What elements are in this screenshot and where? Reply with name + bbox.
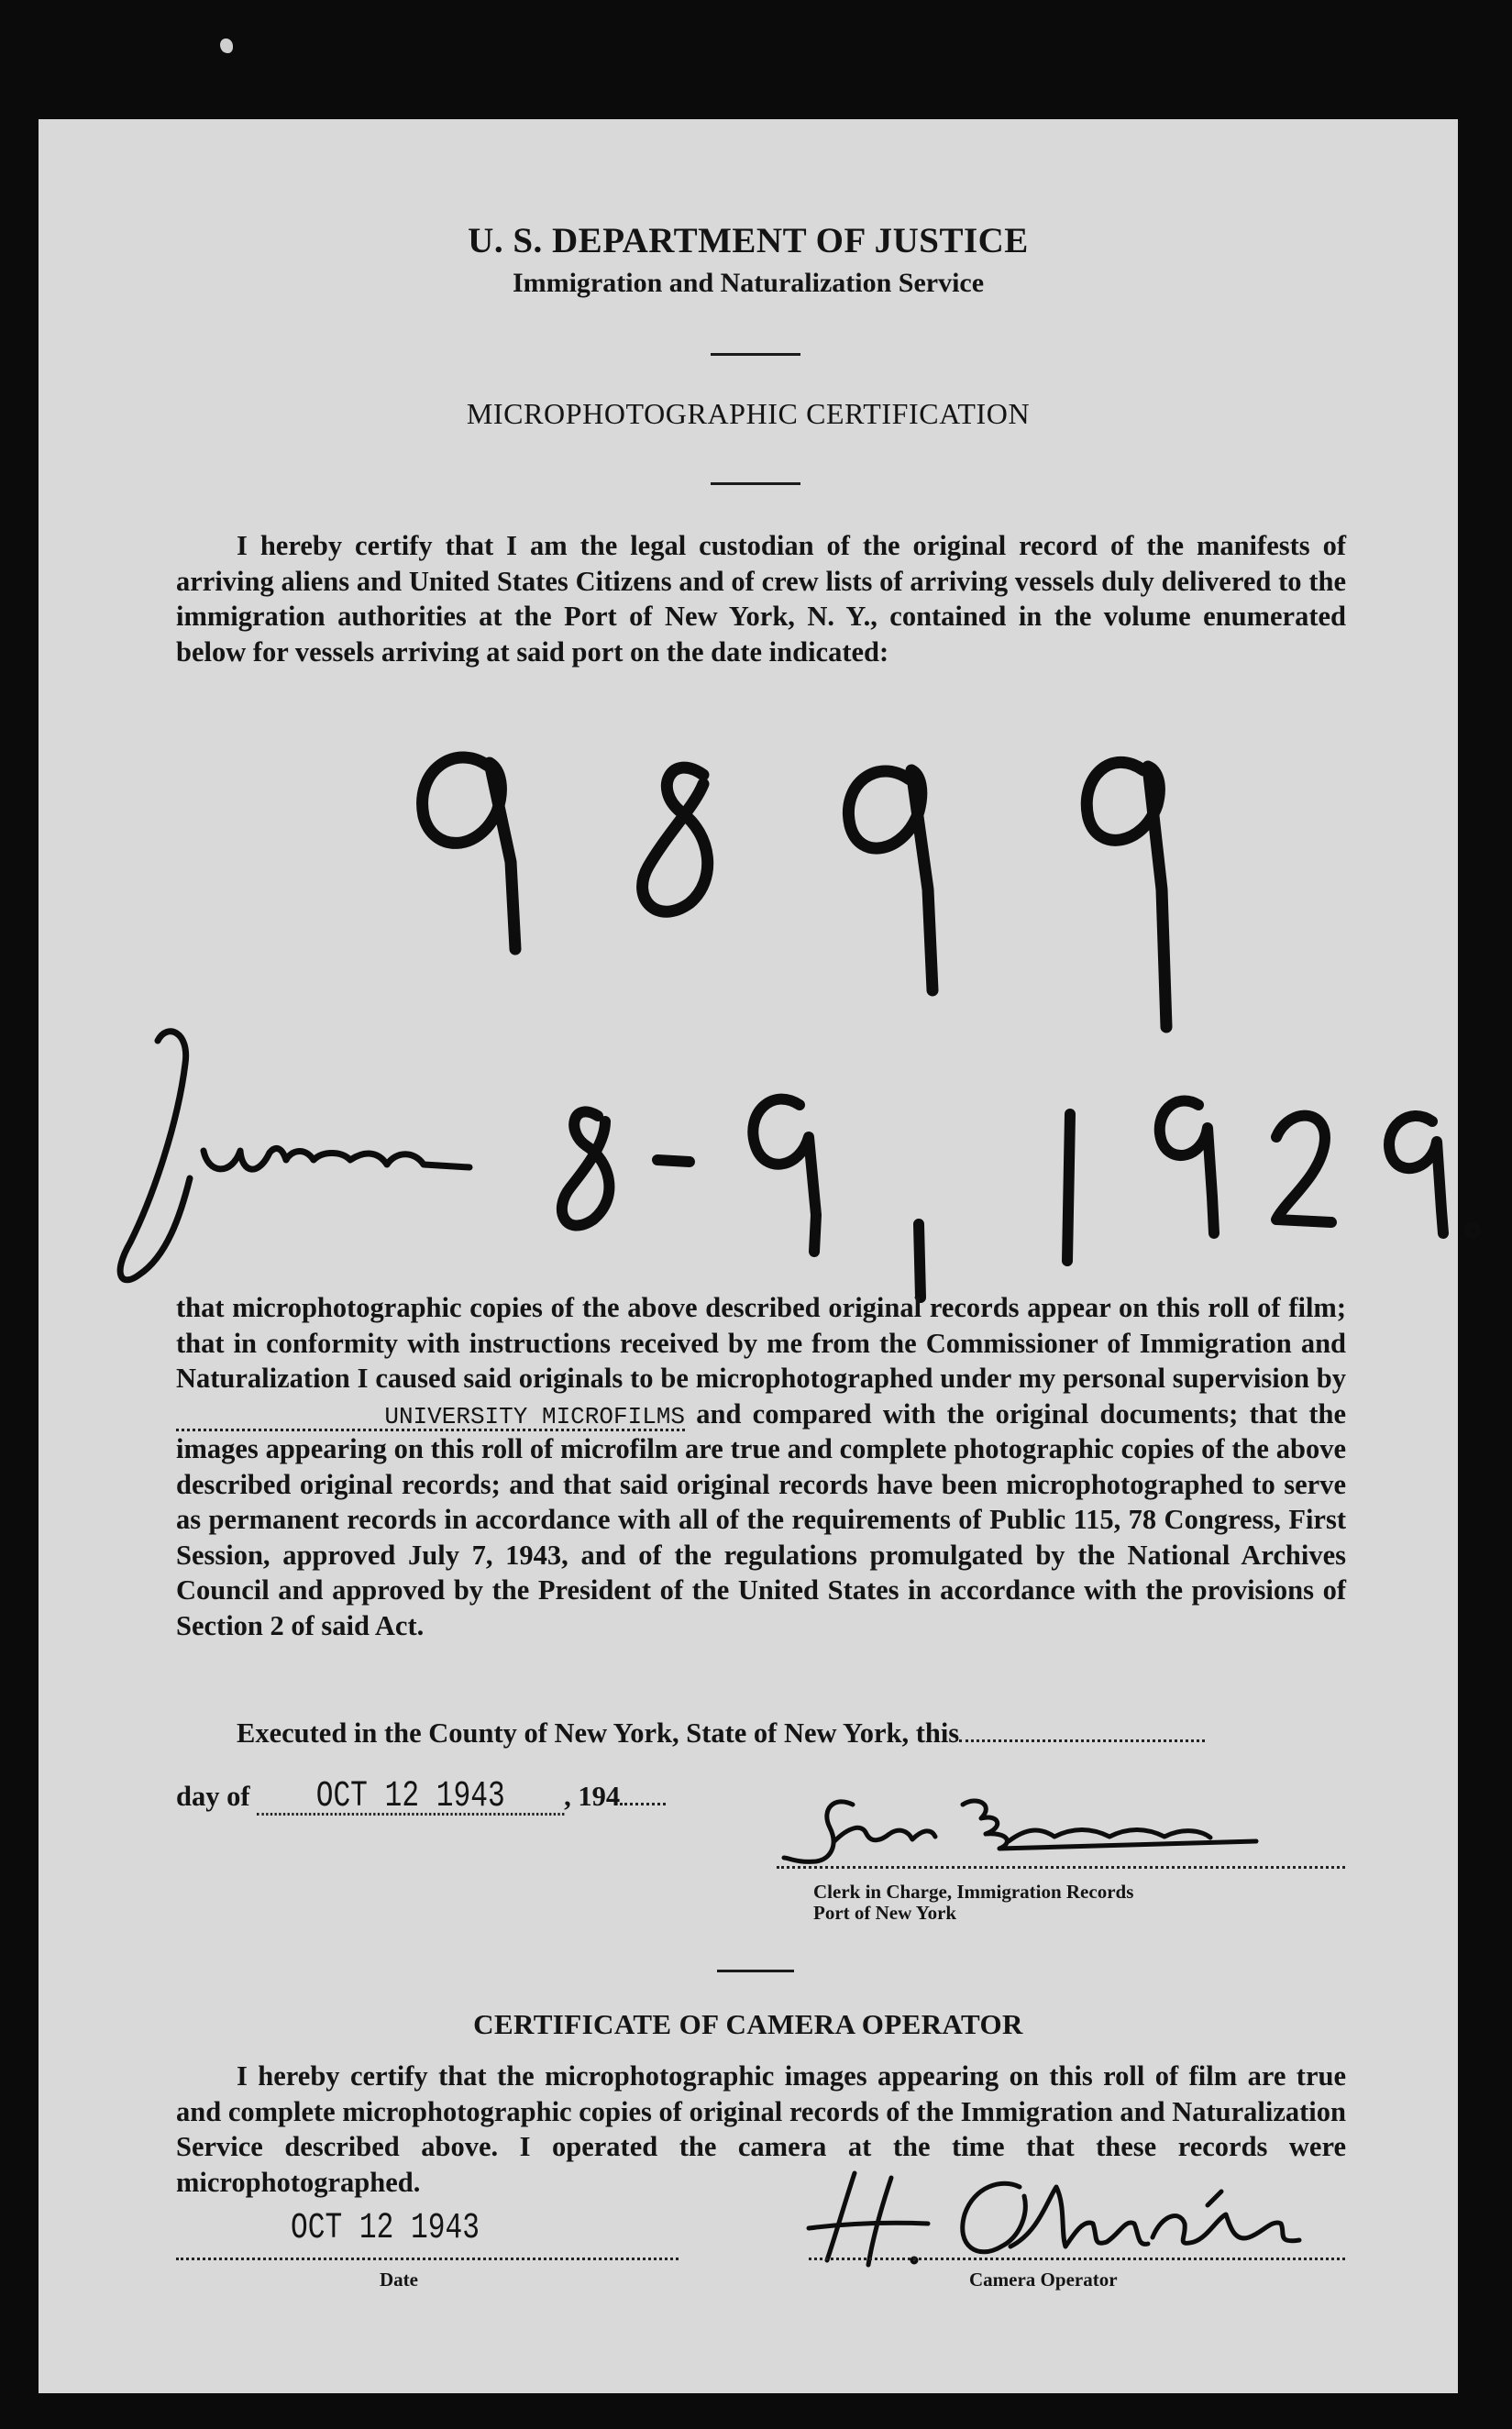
custodian-paragraph (176, 528, 1346, 669)
divider-top (711, 353, 800, 356)
day-of-label: day of (176, 1781, 250, 1812)
year-blank (620, 1803, 666, 1805)
film-speck (220, 39, 233, 53)
day-of-line (176, 1776, 818, 1817)
day-of-stamp: OCT 12 1943 (315, 1776, 505, 1817)
certificate-page (39, 119, 1458, 2393)
camera-operator-label: Camera Operator (969, 2269, 1118, 2291)
camera-operator-heading: CERTIFICATE OF CAMERA OPERATOR (473, 2008, 1023, 2040)
microphotography-text-start: that microphotographic copies of the above described original records appear on this roll of film; that in conformity with instructions received by me from the Commissioner of Immigration and Naturalization I caused said originals to be microphotographed under my personal supervision by (176, 1292, 1346, 1394)
operator-date-line (176, 2258, 679, 2260)
clerk-signature-line (777, 1866, 1345, 1869)
clerk-title-line1: Clerk in Charge, Immigration Records (813, 1881, 1134, 1903)
clerk-title (813, 1882, 1133, 1924)
executed-text: Executed in the County of New York, State of New York, this (237, 1717, 960, 1749)
divider-operator (717, 1970, 794, 1972)
camera-operator-signature-line (809, 2258, 1345, 2260)
department-heading: U. S. DEPARTMENT OF JUSTICE (468, 221, 1029, 260)
photographer-field (176, 1402, 685, 1431)
operator-date-stamp: OCT 12 1943 (291, 2208, 480, 2249)
service-heading: Immigration and Naturalization Service (512, 268, 985, 298)
executed-blank (959, 1739, 1205, 1742)
operator-date-label: Date (380, 2269, 418, 2291)
certification-title: MICROPHOTOGRAPHIC CERTIFICATION (466, 397, 1031, 430)
divider-title (711, 482, 800, 485)
year-prefix: , 194 (564, 1781, 621, 1812)
microphotography-paragraph (176, 1290, 1346, 1643)
camera-operator-text: I hereby certify that the microphotographic images appearing on this roll of film are true and complete microphotographic copies of original records of the Immigration and Naturalization Service described above. I operated the camera at the time that these records were microphotographed. (176, 2060, 1346, 2198)
day-of-stamp-field (257, 1776, 564, 1817)
executed-line (176, 1716, 1346, 1751)
clerk-title-line2: Port of New York (813, 1902, 957, 1924)
photographer-stamp: UNIVERSITY MICROFILMS (384, 1402, 685, 1430)
clerk-signature (779, 1777, 1320, 1878)
microphotography-text-end: and compared with the original documents; that the images appearing on this roll of microfilm are true and complete photographic copies of the above described original records; and that said original records have been microphotographed to serve as permanent records in accordance with all of the requirements of Public 115, 78 Congress, First Session, approved July 7, 1943, and of the regulations promulgated by the National Archives Council and approved by the President of the United States in accordance with the provisions of Section 2 of said Act. (176, 1397, 1346, 1641)
custodian-text: I hereby certify that I am the legal custodian of the original record of the manifests of arriving aliens and United States Citizens and of crew lists of arriving vessels duly delivered to the immigration authorities at the Port of New York, N. Y., contained in the volume enumerated below for vessels arriving at said port on the date indicated: (176, 530, 1346, 668)
